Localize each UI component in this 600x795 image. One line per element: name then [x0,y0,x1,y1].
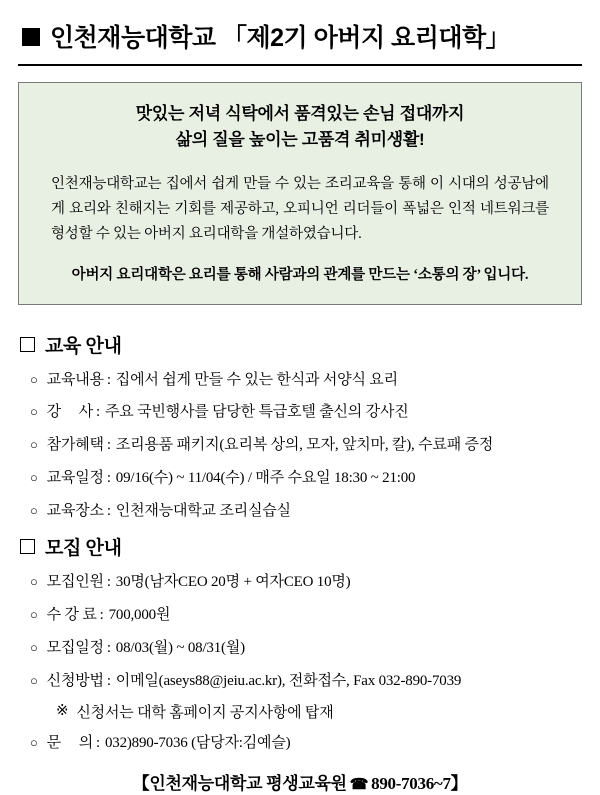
page-footer [18,769,582,794]
intro-body: 인천재능대학교는 집에서 쉽게 만들 수 있는 조리교육을 통해 이 시대의 성공남에게 요리와 친해지는 기회를 제공하고, 오피니언 리더들이 폭넓은 인적 네트워크를 형성할 수 있는 아버지 요리대학을 개설하였습니다. [51,175,549,242]
intro-headline-line1: 맛있는 저녁 식탁에서 품격있는 손님 접대까지 [135,104,465,123]
telephone-icon: ☎ [349,777,369,793]
circle-bullet-icon: ○ [30,469,38,485]
list-item-label: 문 의 [46,735,93,752]
list-item-separator: : [106,672,111,689]
list-item-label: 강 사 [46,404,93,421]
list-item-value: 조리용품 패키지(요리복 상의, 모자, 앞치마, 칼), 수료패 증정 [115,437,494,453]
list-item-label: 참가혜택 [46,437,104,453]
circle-bullet-icon: ○ [30,607,38,622]
list-item [30,402,582,424]
page-title: 인천재능대학교 「제2기 아버지 요리대학」 [50,24,511,52]
circle-bullet-icon: ○ [30,502,38,518]
list-item-value: 집에서 쉽게 만들 수 있는 한식과 서양식 요리 [115,371,398,388]
list-item-value: 주요 국빈행사를 담당한 특급호텔 출신의 강사진 [104,404,409,421]
list-item [30,468,582,490]
circle-bullet-icon: ○ [30,672,38,688]
list-item-separator: : [96,735,100,752]
footer-right-bracket: 】 [450,774,468,793]
circle-bullet-icon: ○ [30,639,38,655]
list-item [30,605,582,627]
list-item [30,671,582,693]
list-item-label: 교육장소 [46,502,104,519]
list-item [30,733,582,755]
footer-organization: 인천재능대학교 평생교육원 [149,774,347,793]
list-item-value: 08/03(월) ~ 08/31(월) [115,639,245,656]
section-title-label: 모집 안내 [45,538,122,560]
list-item-label: 모집인원 [46,574,104,591]
intro-box [18,82,582,305]
list-item-separator: : [106,502,111,519]
filled-square-icon [22,28,40,46]
list-item-value: 700,000원 [108,607,171,623]
list-item-separator: : [106,437,111,453]
empty-square-icon [20,539,35,554]
list-item-value: 09/16(수) ~ 11/04(수) / 매주 수요일 18:30 ~ 21:00 [115,469,416,486]
footer-phone: 890-7036~7 [371,774,451,793]
list-item [30,435,582,457]
header-divider [18,64,582,66]
list-item [30,572,582,594]
list-item-value: 032)890-7036 (담당자:김예슬) [104,735,291,752]
page-header [18,12,582,64]
reference-mark-icon: ※ [56,703,69,720]
intro-headline-line2: 삶의 질을 높이는 고품격 취미생활! [175,130,425,150]
application-note [56,701,582,722]
footer-left-bracket: 【 [132,774,150,793]
application-note-text: 신청서는 대학 홈페이지 공지사항에 탑재 [76,705,334,722]
list-item [30,501,582,523]
list-item-value: 인천재능대학교 조리실습실 [115,502,291,519]
section-title [20,533,582,560]
intro-headline [45,101,555,154]
list-item-separator: : [106,371,111,388]
list-item-label: 교육내용 [46,371,104,388]
list-item-separator: : [106,639,111,656]
list-item-value: 이메일(aseys88@jeiu.ac.kr), 전화접수, Fax 032-890-7039 [115,672,462,689]
empty-square-icon [20,337,35,352]
section-title [20,331,582,358]
circle-bullet-icon: ○ [30,574,38,590]
list-item [30,638,582,660]
circle-bullet-icon: ○ [30,371,38,387]
list-item-label: 모집일정 [46,639,104,656]
section-recruitment-info [18,533,582,755]
list-item-label: 교육일정 [46,469,104,486]
list-item-separator: : [106,469,111,486]
list-item-value: 30명(남자CEO 20명 + 여자CEO 10명) [115,574,351,591]
section-title-label: 교육 안내 [45,335,122,357]
list-item [30,370,582,392]
list-item-label: 신청방법 [46,672,104,689]
section-education-info [18,331,582,523]
list-item-separator: : [106,574,111,591]
list-item-separator: : [96,404,100,421]
circle-bullet-icon: ○ [30,735,38,751]
intro-closing: 아버지 요리대학은 요리를 통해 사람과의 관계를 만드는 ‘소통의 장’ 입니다. [71,266,529,283]
circle-bullet-icon: ○ [30,437,38,452]
list-item-separator: : [99,607,104,623]
circle-bullet-icon: ○ [30,404,38,420]
list-item-label: 수 강 료 [46,607,97,623]
